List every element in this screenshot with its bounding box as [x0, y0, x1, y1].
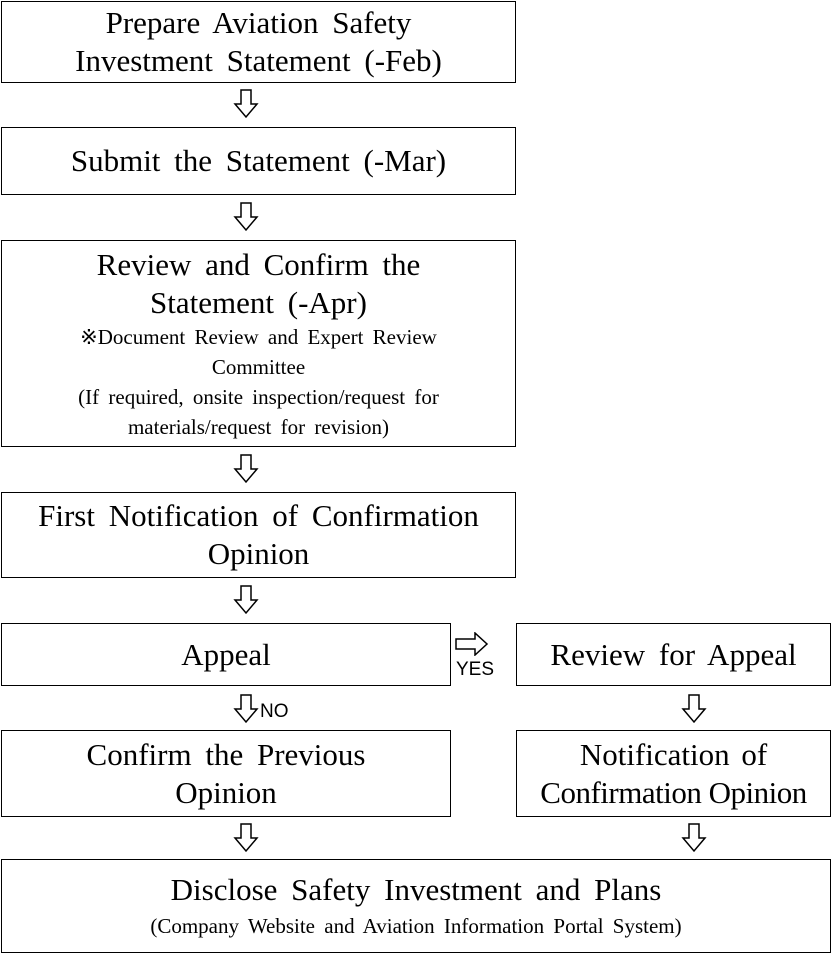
notification-line-1: Notification of	[579, 736, 768, 772]
submit-statement-box	[1, 127, 516, 195]
review-line-2: Statement (-Apr)	[150, 284, 367, 320]
no-label: NO	[260, 701, 289, 722]
hollow-arrow-down-icon	[233, 202, 259, 232]
yes-label: YES	[456, 659, 495, 680]
confirm-previous-line-2: Opinion	[175, 774, 277, 810]
confirm-previous-box	[1, 730, 451, 817]
review-note-4: materials/request for revision)	[127, 414, 390, 439]
first-notification-line-1: First Notification of Confirmation	[38, 498, 479, 533]
disclose-box	[1, 859, 831, 953]
disclose-line-2: (Company Website and Aviation Information Portal System)	[150, 914, 682, 938]
hollow-arrow-down-icon	[233, 823, 259, 853]
first-notification-line-2: Opinion	[207, 536, 310, 571]
review-note-3: (If required, onsite inspection/request for	[78, 384, 439, 409]
first-notification-box	[1, 492, 516, 578]
appeal-box	[1, 623, 451, 686]
hollow-arrow-down-icon	[681, 694, 707, 724]
notification-line-2: Confirmation Opinion	[540, 774, 807, 810]
disclose-line-1: Disclose Safety Investment and Plans	[170, 872, 662, 907]
review-appeal-box	[516, 623, 831, 686]
confirm-previous-line-1: Confirm the Previous	[86, 736, 366, 772]
review-note-2: Committee	[211, 354, 306, 379]
hollow-arrow-down-icon	[233, 454, 259, 484]
hollow-arrow-down-icon	[233, 89, 259, 119]
notification-box	[516, 730, 831, 817]
hollow-arrow-down-icon	[233, 694, 259, 724]
submit-line-1: Submit the Statement (-Mar)	[70, 143, 447, 178]
appeal-line-1: Appeal	[181, 636, 271, 672]
review-appeal-line-1: Review for Appeal	[550, 636, 797, 672]
review-note-1: ※Document Review and Expert Review	[80, 324, 437, 349]
review-line-1: Review and Confirm the	[96, 246, 421, 282]
prepare-line-2: Investment Statement (-Feb)	[75, 43, 442, 78]
hollow-arrow-right-icon	[455, 632, 489, 656]
prepare-line-1: Prepare Aviation Safety	[105, 5, 412, 40]
review-confirm-box	[1, 240, 516, 447]
prepare-statement-box	[1, 1, 516, 83]
hollow-arrow-down-icon	[233, 585, 259, 615]
hollow-arrow-down-icon	[681, 823, 707, 853]
